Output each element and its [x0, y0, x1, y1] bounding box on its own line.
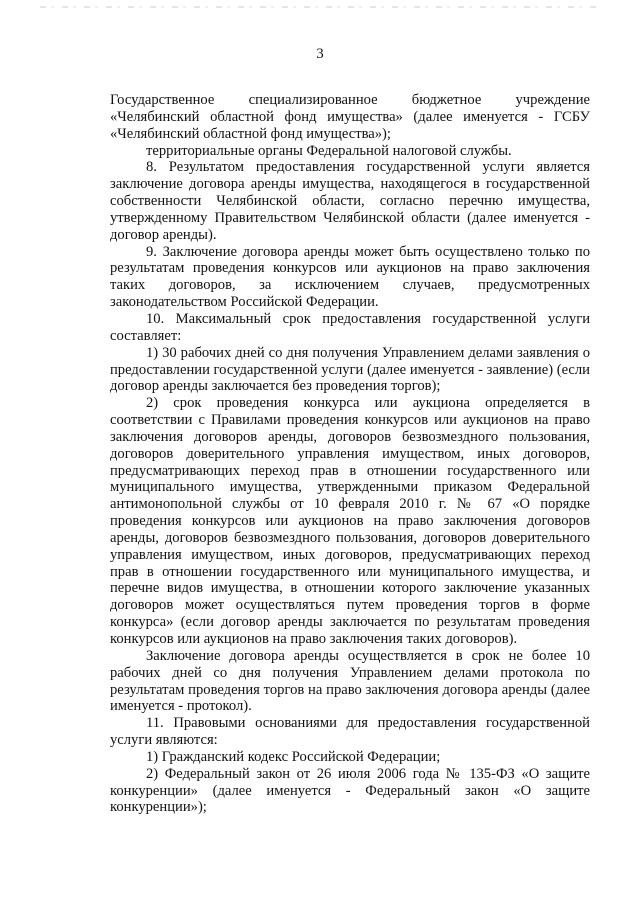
page-number: 3	[316, 46, 324, 62]
scan-artifact-line	[40, 6, 600, 8]
paragraph-lease-term: Заключение договора аренды осуществляется в срок не более 10 рабочих дней со дня получения Управлением делами протокола по результатам проведения торгов на право заключения договора аренды (далее именуется - протокол).	[110, 647, 590, 715]
paragraph-item-9: 9. Заключение договора аренды может быть осуществлено только по результатам проведения конкурсов или аукционов на право заключения таких договоров, за исключением случаев, предусмотренных законодательством Российской Федерации.	[110, 243, 590, 311]
paragraph-item-10-2: 2) срок проведения конкурса или аукциона определяется в соответствии с Правилами проведения конкурсов или аукционов на право заключения договоров аренды, договоров безвозмездного пользования, договоров доверительного управления имуществом, иных договоров, предусматривающих переход прав в отношении государственного или муниципального имущества, утвержденными приказом Федеральной антимонопольной службы от 10 февраля 2010 г. № 67 «О порядке проведения конкурсов или аукционов на право заключения договоров аренды, договоров безвозмездного пользования, договоров доверительного управления имуществом, иных договоров, предусматривающих переход прав в отношении государственного или муниципального имущества, и перечне видов имущества, в отношении которого заключение указанных договоров может осуществляться путем проведения торгов в форме конкурса» (если договор аренды заключается по результатам проведения конкурсов или аукционов на право заключения таких договоров).	[110, 395, 590, 647]
paragraph-item-10-1: 1) 30 рабочих дней со дня получения Управлением делами заявления о предоставлении государственной услуги (далее именуется - заявление) (если договор аренды заключается без проведения торгов);	[110, 344, 590, 395]
paragraph-item-10: 10. Максимальный срок предоставления государственной услуги составляет:	[110, 310, 590, 344]
paragraph-item-8: 8. Результатом предоставления государственной услуги является заключение договора аренды имущества, находящегося в государственной собственности Челябинской области, согласно перечню имущества, утвержденному Правительством Челябинской области (далее именуется - договор аренды).	[110, 159, 590, 243]
paragraph-tax-service: территориальные органы Федеральной налоговой службы.	[146, 142, 512, 159]
paragraph-item-11: 11. Правовыми основаниями для предоставления государственной услуги являются:	[110, 715, 590, 749]
paragraph-item-11-2: 2) Федеральный закон от 26 июля 2006 года № 135-ФЗ «О защите конкуренции» (далее именуется - Федеральный закон «О защите конкуренции»);	[110, 765, 590, 816]
paragraph-item-11-1: 1) Гражданский кодекс Российской Федерации;	[146, 748, 441, 765]
paragraph-gsbu: Государственное специализированное бюджетное учреждение «Челябинский областной фонд имущества» (далее именуется - ГСБУ «Челябинский областной фонд имущества»);	[110, 92, 590, 142]
document-body	[110, 92, 590, 816]
